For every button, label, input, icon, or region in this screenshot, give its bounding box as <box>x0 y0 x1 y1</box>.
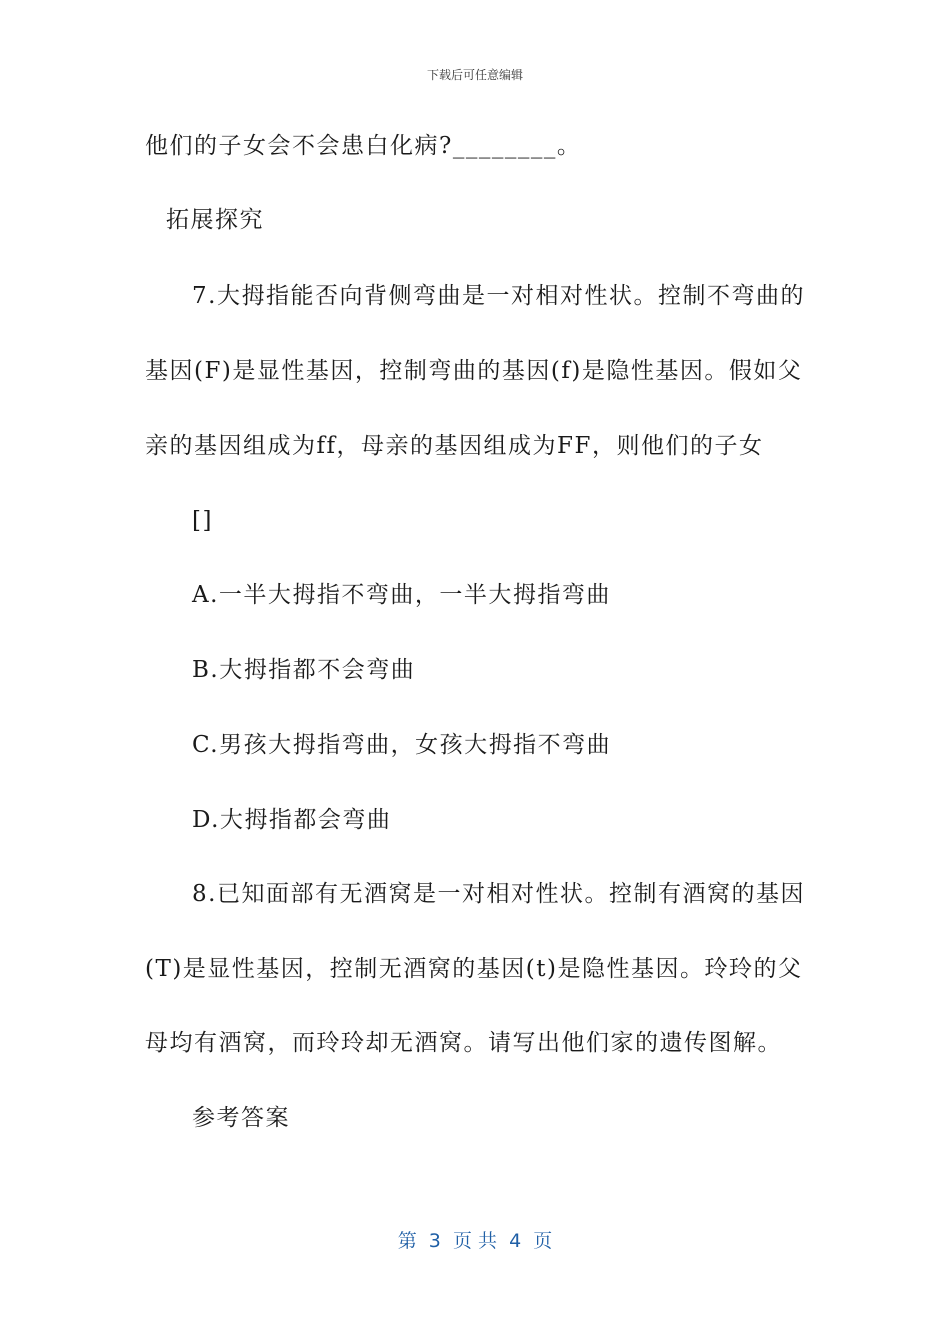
question-7-line-2: 基因(F)是显性基因，控制弯曲的基因(f)是隐性基因。假如父 <box>145 358 803 384</box>
question-7-line-1: 7.大拇指能否向背侧弯曲是一对相对性状。控制不弯曲的 <box>192 283 805 309</box>
question-8-line-2: (T)是显性基因，控制无酒窝的基因(t)是隐性基因。玲玲的父 <box>145 956 803 982</box>
option-b: B.大拇指都不会弯曲 <box>192 657 416 683</box>
answer-section-title: 参考答案 <box>192 1105 290 1131</box>
question-7-line-3: 亲的基因组成为ff，母亲的基因组成为FF，则他们的子女 <box>145 433 764 459</box>
answer-bracket: [] <box>192 508 213 534</box>
question-8-line-3: 母均有酒窝，而玲玲却无酒窝。请写出他们家的遗传图解。 <box>145 1030 782 1056</box>
option-a: A.一半大拇指不弯曲，一半大拇指弯曲 <box>192 582 611 608</box>
section-title: 拓展探究 <box>166 207 264 233</box>
option-c: C.男孩大拇指弯曲，女孩大拇指不弯曲 <box>192 732 612 758</box>
question-line: 他们的子女会不会患白化病?________。 <box>145 133 582 159</box>
page-header: 下载后可任意编辑 <box>426 68 523 82</box>
question-8-line-1: 8.已知面部有无酒窝是一对相对性状。控制有酒窝的基因 <box>192 881 805 907</box>
option-d: D.大拇指都会弯曲 <box>192 807 392 833</box>
page-footer: 第 3 页 共 4 页 <box>397 1230 553 1252</box>
